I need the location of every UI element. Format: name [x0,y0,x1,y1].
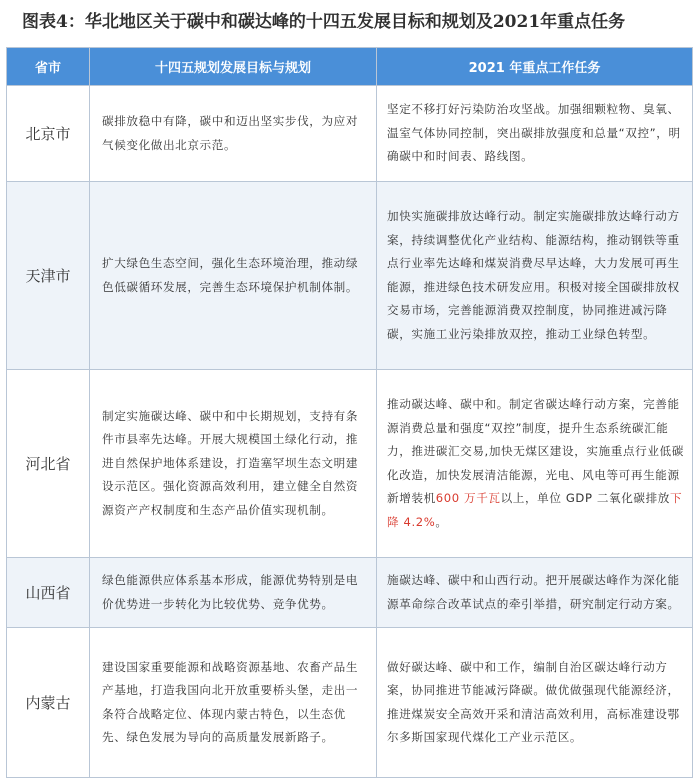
goals-cell: 绿色能源供应体系基本形成，能源优势特别是电价优势进一步转化为比较优势、竞争优势。 [90,558,377,628]
table-row-hebei [7,370,693,558]
header-goals: 十四五规划发展目标与规划 [90,48,377,86]
figure-title: 图表4：华北地区关于碳中和碳达峰的十四五发展目标和规划及2021年重点任务 [22,12,626,32]
goals-cell: 碳排放稳中有降，碳中和迈出坚实步伐，为应对气候变化做出北京示范。 [90,86,377,182]
province-cell: 河北省 [7,370,90,558]
goals-cell: 扩大绿色生态空间，强化生态环境治理，推动绿色低碳循环发展，完善生态环境保护机制体制。 [90,182,377,370]
table-row-neimenggu [7,628,693,778]
table-row-shanxi [7,558,693,628]
province-cell: 天津市 [7,182,90,370]
capacity-highlight: 600 万千瓦 [435,491,501,505]
goals-cell: 建设国家重要能源和战略资源基地、农畜产品生产基地，打造我国向北开放重要桥头堡，走出一条符合战略定位、体现内蒙古特色，以生态优先、绿色发展为导向的高质量发展新路子。 [90,628,377,778]
tasks-cell: 加快实施碳排放达峰行动。制定实施碳排放达峰行动方案，持续调整优化产业结构、能源结构，推动钢铁等重点行业率先达峰和煤炭消费尽早达峰，大力发展可再生能源，推进绿色技术研发应用。积极对接全国碳排放权交易市场，完善能源消费双控制度，协同推进减污降碳，实施工业污染排放双控，推动工业绿色转型。 [377,182,693,370]
tasks-cell [377,370,693,558]
table-header-row [7,48,693,86]
tasks-text: 推动碳达峰、碳中和。制定省碳达峰行动方案，完善能源消费总量和强度“双控”制度，提升生态系统碳汇能力，推进碳汇交易,加快无煤区建设，实施重点行业低碳化改造，加快发展清洁能源，光电、风电等可再生能源新增装机 [387,397,684,505]
policy-table [6,47,693,778]
header-province: 省市 [7,48,90,86]
goals-cell: 制定实施碳达峰、碳中和中长期规划，支持有条件市县率先达峰。开展大规模国土绿化行动，推进自然保护地体系建设，打造塞罕坝生态文明建设示范区。强化资源高效利用，建立健全自然资源资产产权制度和生态产品价值实现机制。 [90,370,377,558]
table-row-beijing [7,86,693,182]
emission-reduction-highlight: 下降 4.2% [387,491,683,529]
province-cell: 山西省 [7,558,90,628]
tasks-cell: 施碳达峰、碳中和山西行动。把开展碳达峰作为深化能源革命综合改革试点的牵引举措，研究制定行动方案。 [377,558,693,628]
tasks-text: 以上，单位 GDP 二氧化碳排放 [500,491,670,505]
province-cell: 北京市 [7,86,90,182]
tasks-cell: 做好碳达峰、碳中和工作，编制自治区碳达峰行动方案，协同推进节能减污降碳。做优做强现代能源经济，推进煤炭安全高效开采和清洁高效利用，高标准建设鄂尔多斯国家现代煤化工产业示范区。 [377,628,693,778]
tasks-cell: 坚定不移打好污染防治攻坚战。加强细颗粒物、臭氧、温室气体协同控制，突出碳排放强度和总量“双控”，明确碳中和时间表、路线图。 [377,86,693,182]
tasks-text: 。 [435,514,448,529]
province-cell: 内蒙古 [7,628,90,778]
header-tasks: 2021 年重点工作任务 [377,48,693,86]
table-row-tianjin [7,182,693,370]
